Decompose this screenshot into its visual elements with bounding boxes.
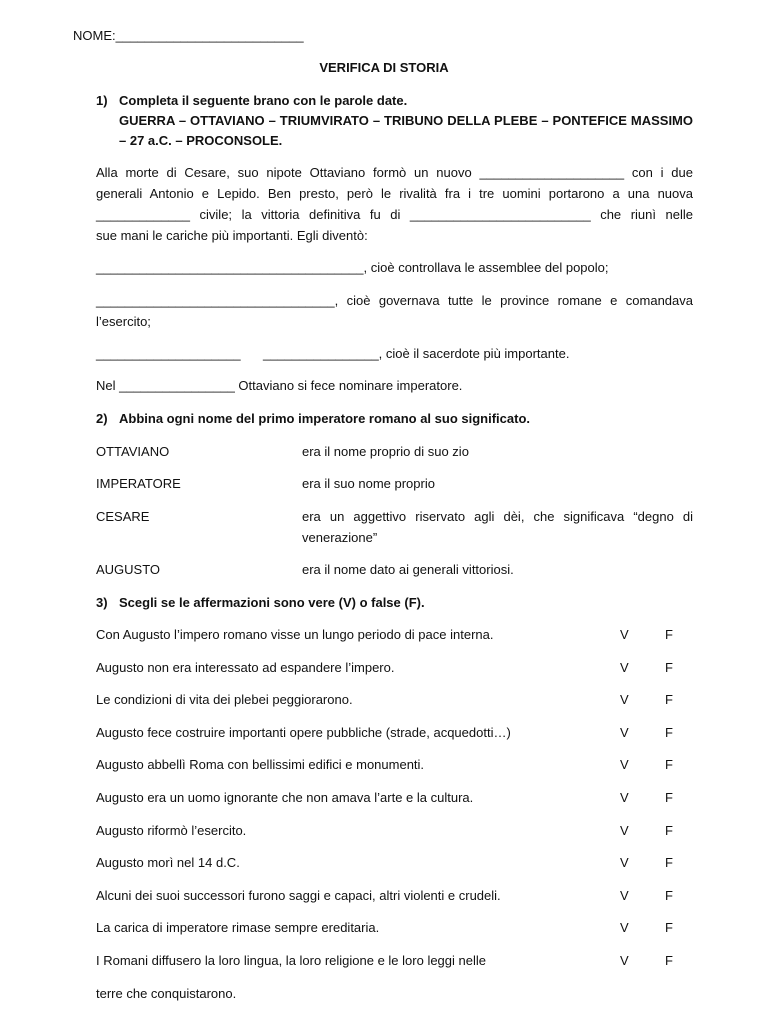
paragraph-line: sue mani le cariche più importanti. Egli diventò: <box>96 228 368 243</box>
tf-option-false[interactable]: F <box>665 725 673 740</box>
page-title: VERIFICA DI STORIA <box>319 60 449 75</box>
fill-line-pontifex-a: ____________________ <box>96 346 241 361</box>
match-meaning: era il nome dato ai generali vittoriosi. <box>302 562 514 577</box>
tf-option-true[interactable]: V <box>620 627 629 642</box>
tf-option-true[interactable]: V <box>620 855 629 870</box>
match-meaning: era il nome proprio di suo zio <box>302 444 469 459</box>
tf-statement: Augusto era un uomo ignorante che non amava l’arte e la cultura. <box>96 790 474 805</box>
fill-line-proconsul: _________________________________, cioè governava tutte le province romane e comandava <box>96 293 693 308</box>
match-meaning: era il suo nome proprio <box>302 476 435 491</box>
exercise-1-word-list: GUERRA – OTTAVIANO – TRIUMVIRATO – TRIBUNO DELLA PLEBE – PONTEFICE MASSIMO <box>119 113 693 128</box>
tf-option-false[interactable]: F <box>665 855 673 870</box>
exercise-1-instruction: Completa il seguente brano con le parole date. <box>119 93 408 108</box>
paragraph-line: l’esercito; <box>96 314 151 329</box>
tf-option-false[interactable]: F <box>665 757 673 772</box>
exercise-1-number: 1) <box>96 93 108 108</box>
tf-option-false[interactable]: F <box>665 660 673 675</box>
tf-option-false[interactable]: F <box>665 627 673 642</box>
fill-line-tribune: _____________________________________, cioè controllava le assemblee del popolo; <box>96 260 609 275</box>
tf-statement: Alcuni dei suoi successori furono saggi e capaci, altri violenti e crudeli. <box>96 888 501 903</box>
paragraph-line: generali Antonio e Lepido. Ben presto, però le rivalità fra i tre uomini portarono a una nuova <box>96 186 693 201</box>
statement-continuation: terre che conquistarono. <box>96 986 237 1001</box>
fill-line-year: Nel ________________ Ottaviano si fece nominare imperatore. <box>96 378 463 393</box>
exercise-1-word-list-cont: – 27 a.C. – PROCONSOLE. <box>119 133 283 148</box>
tf-statement: Augusto riformò l’esercito. <box>96 823 247 838</box>
tf-option-true[interactable]: V <box>620 725 629 740</box>
tf-statement: Augusto non era interessato ad espandere l’impero. <box>96 660 395 675</box>
tf-statement: Augusto abbellì Roma con bellissimi edifici e monumenti. <box>96 757 425 772</box>
tf-option-false[interactable]: F <box>665 692 673 707</box>
tf-option-true[interactable]: V <box>620 953 629 968</box>
exercise-2-number: 2) <box>96 411 108 426</box>
tf-statement: Augusto morì nel 14 d.C. <box>96 855 240 870</box>
name-field-label: NOME:__________________________ <box>73 28 304 43</box>
tf-option-true[interactable]: V <box>620 660 629 675</box>
tf-statement: Le condizioni di vita dei plebei peggiorarono. <box>96 692 353 707</box>
tf-option-true[interactable]: V <box>620 692 629 707</box>
match-name: IMPERATORE <box>96 476 181 491</box>
match-name: OTTAVIANO <box>96 444 170 459</box>
paragraph-line: Alla morte di Cesare, suo nipote Ottaviano formò un nuovo ____________________ con i due <box>96 165 693 180</box>
tf-option-true[interactable]: V <box>620 888 629 903</box>
tf-option-false[interactable]: F <box>665 888 673 903</box>
tf-option-false[interactable]: F <box>665 790 673 805</box>
tf-option-false[interactable]: F <box>665 953 673 968</box>
exercise-3-number: 3) <box>96 595 108 610</box>
tf-statement: I Romani diffusero la loro lingua, la loro religione e le loro leggi nelle <box>96 953 486 968</box>
tf-option-true[interactable]: V <box>620 790 629 805</box>
match-name: CESARE <box>96 509 150 524</box>
fill-line-pontifex-b: ________________, cioè il sacerdote più importante. <box>263 346 570 361</box>
match-meaning-cont: venerazione” <box>302 530 378 545</box>
tf-statement: Augusto fece costruire importanti opere pubbliche (strade, acquedotti…) <box>96 725 511 740</box>
exercise-3-instruction: Scegli se le affermazioni sono vere (V) o false (F). <box>119 595 425 610</box>
tf-statement: Con Augusto l’impero romano visse un lungo periodo di pace interna. <box>96 627 494 642</box>
match-meaning: era un aggettivo riservato agli dèi, che significava “degno di <box>302 509 693 524</box>
tf-option-true[interactable]: V <box>620 823 629 838</box>
match-name: AUGUSTO <box>96 562 161 577</box>
exercise-2-instruction: Abbina ogni nome del primo imperatore romano al suo significato. <box>119 411 530 426</box>
tf-option-false[interactable]: F <box>665 920 673 935</box>
tf-option-true[interactable]: V <box>620 757 629 772</box>
paragraph-line: _____________ civile; la vittoria definitiva fu di _________________________ che riunì nelle <box>96 207 693 222</box>
tf-option-false[interactable]: F <box>665 823 673 838</box>
tf-option-true[interactable]: V <box>620 920 629 935</box>
tf-statement: La carica di imperatore rimase sempre ereditaria. <box>96 920 380 935</box>
